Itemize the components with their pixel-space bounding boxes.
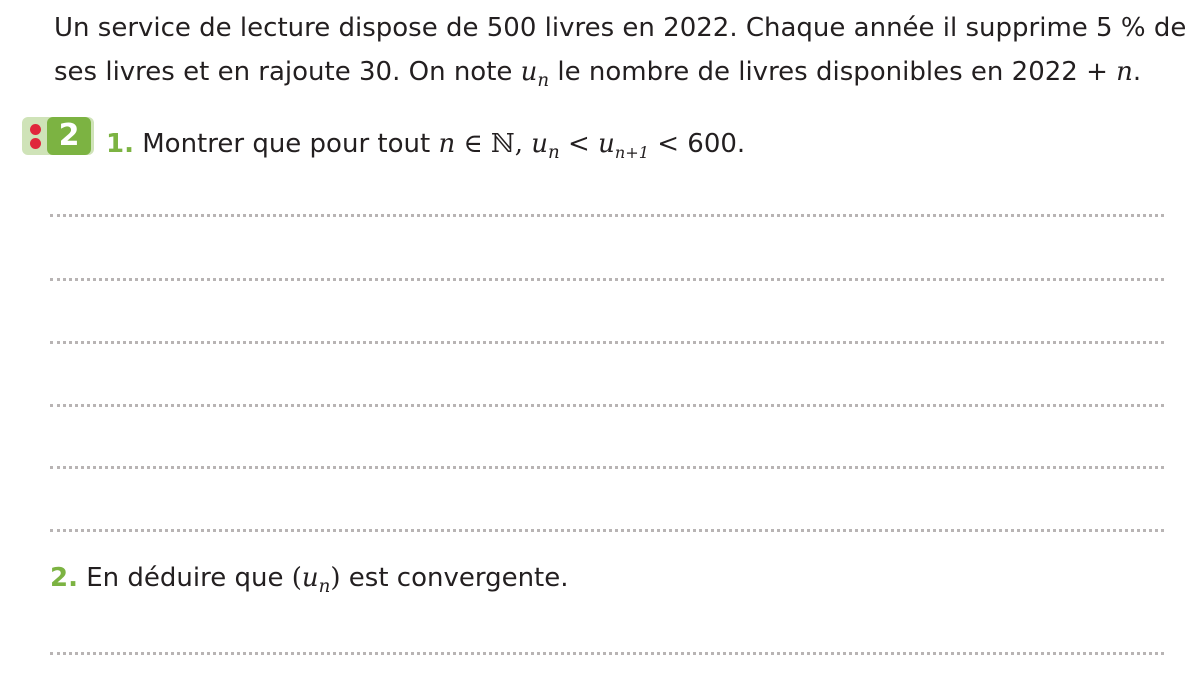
answer-line[interactable] <box>50 278 1164 281</box>
question-1-number: 1. <box>106 129 134 159</box>
question-1 <box>106 126 745 165</box>
question-1-text: Montrer que pour tout <box>133 129 439 159</box>
q1-bound-600: 600. <box>687 129 746 159</box>
question-2-number: 2. <box>50 563 78 593</box>
q2-close-paren: ) <box>330 563 341 593</box>
q1-less-than-2: < <box>648 129 688 159</box>
question-2 <box>50 560 569 599</box>
difficulty-level-badge <box>22 117 94 155</box>
q1-sub-n-plus-1: n+1 <box>614 142 649 162</box>
intro-line-2-end: . <box>1132 57 1142 87</box>
badge-level-number: 2 <box>47 117 91 155</box>
q1-u-n: u <box>531 129 549 159</box>
q1-sub-n: n <box>548 142 560 164</box>
intro-line-2-middle: le nombre de livres disponibles en 2022 + <box>549 57 1117 87</box>
answer-line[interactable] <box>50 466 1164 469</box>
q2-u-n: u <box>301 563 319 593</box>
intro-line-1-text: Un service de lecture dispose de 500 livres en 2022. Chaque année il supprime 5 % de <box>54 13 1187 43</box>
q1-less-than-1: < <box>559 129 599 159</box>
intro-line-2-start: ses livres et en rajoute 30. On note <box>54 57 521 87</box>
sequence-index-n: n <box>537 70 550 92</box>
question-2-text: En déduire que <box>77 563 292 593</box>
sequence-variable-u: u <box>520 57 538 87</box>
answer-line[interactable] <box>50 652 1164 655</box>
answer-line[interactable] <box>50 404 1164 407</box>
answer-line[interactable] <box>50 214 1164 217</box>
intro-text-line-2 <box>54 54 1141 93</box>
badge-dot-icon <box>30 138 41 149</box>
intro-text-line-1 <box>54 10 1186 46</box>
answer-line[interactable] <box>50 529 1164 532</box>
year-offset-n: n <box>1116 57 1133 87</box>
badge-dot-icon <box>30 124 41 135</box>
question-2-end: est convergente. <box>340 563 569 593</box>
answer-line[interactable] <box>50 341 1164 344</box>
q2-open-paren: ( <box>291 563 302 593</box>
q2-sub-n: n <box>318 576 331 598</box>
q1-u-n-plus-1: u <box>598 129 615 159</box>
q1-variable-n: n <box>438 129 456 159</box>
q1-in-naturals: ∈ ℕ, <box>455 129 532 159</box>
